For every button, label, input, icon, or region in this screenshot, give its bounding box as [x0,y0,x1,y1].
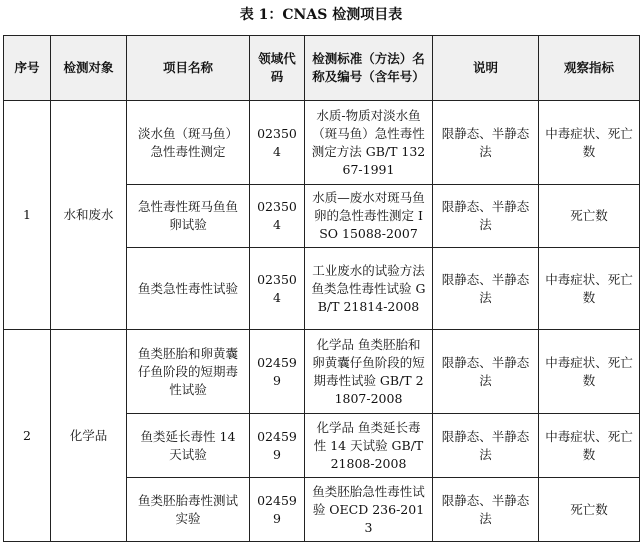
note-cell: 限静态、半静态法 [433,185,539,248]
table-row [4,101,640,185]
observe-cell: 中毒症状、死亡数 [539,414,640,478]
item-name-cell: 鱼类延长毒性 14 天试验 [127,414,250,478]
standard-cell: 水质-物质对淡水鱼（斑马鱼）急性毒性测定方法 GB/T 13267-1991 [305,101,433,185]
field-code-cell: 023504 [250,101,305,185]
observe-cell: 中毒症状、死亡数 [539,248,640,330]
field-code-cell: 024599 [250,330,305,414]
observe-cell: 中毒症状、死亡数 [539,330,640,414]
standard-cell: 工业废水的试验方法 鱼类急性毒性试验 GB/T 21814-2008 [305,248,433,330]
note-cell: 限静态、半静态法 [433,330,539,414]
header-name: 项目名称 [127,36,250,101]
item-name-cell: 鱼类急性毒性试验 [127,248,250,330]
header-standard: 检测标准（方法）名称及编号（含年号） [305,36,433,101]
group-number-cell: 2 [4,330,51,542]
group-number-cell: 1 [4,101,51,330]
field-code-cell: 024599 [250,478,305,542]
test-object-cell: 化学品 [51,330,127,542]
header-object: 检测对象 [51,36,127,101]
note-cell: 限静态、半静态法 [433,414,539,478]
standard-cell: 化学品 鱼类胚胎和卵黄囊仔鱼阶段的短期毒性试验 GB/T 21807-2008 [305,330,433,414]
note-cell: 限静态、半静态法 [433,101,539,185]
observe-cell: 中毒症状、死亡数 [539,101,640,185]
header-code: 领域代码 [250,36,305,101]
standard-cell: 化学品 鱼类延长毒性 14 天试验 GB/T 21808-2008 [305,414,433,478]
note-cell: 限静态、半静态法 [433,248,539,330]
observe-cell: 死亡数 [539,185,640,248]
standard-cell: 鱼类胚胎急性毒性试验 OECD 236-2013 [305,478,433,542]
cnas-test-items-table [3,35,640,542]
header-observe: 观察指标 [539,36,640,101]
field-code-cell: 024599 [250,414,305,478]
note-cell: 限静态、半静态法 [433,478,539,542]
table-row [4,330,640,414]
item-name-cell: 急性毒性斑马鱼鱼卵试验 [127,185,250,248]
item-name-cell: 鱼类胚胎和卵黄囊仔鱼阶段的短期毒性试验 [127,330,250,414]
header-note: 说明 [433,36,539,101]
table-caption: 表 1：CNAS 检测项目表 [239,7,403,23]
test-object-cell: 水和废水 [51,101,127,330]
standard-cell: 水质—废水对斑马鱼卵的急性毒性测定 ISO 15088-2007 [305,185,433,248]
observe-cell: 死亡数 [539,478,640,542]
header-row [4,36,640,101]
field-code-cell: 023504 [250,248,305,330]
field-code-cell: 023504 [250,185,305,248]
header-no: 序号 [4,36,51,101]
item-name-cell: 鱼类胚胎毒性测试实验 [127,478,250,542]
item-name-cell: 淡水鱼（斑马鱼）急性毒性测定 [127,101,250,185]
